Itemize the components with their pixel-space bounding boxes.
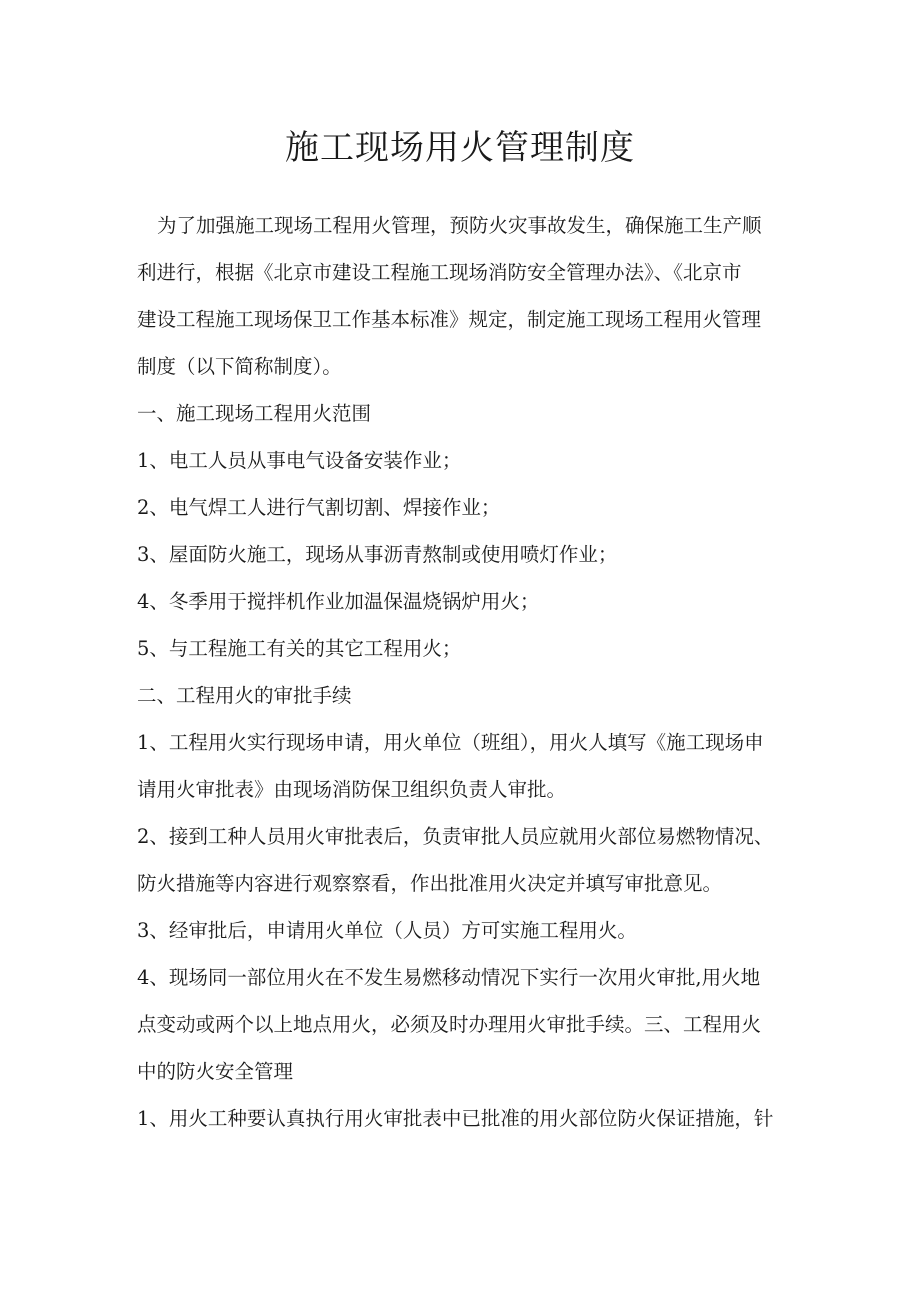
- paragraph-line: 利进行，根据《北京市建设工程施工现场消防安全管理办法》、《北京市: [137, 261, 742, 284]
- list-item-continuation: 防火措施等内容进行观察察看，作出批准用火决定并填写审批意见。: [137, 872, 723, 895]
- list-item: 4、冬季用于搅拌机作业加温保温烧锅炉用火；: [137, 590, 540, 613]
- section-heading: 二、工程用火的审批手续: [137, 684, 352, 707]
- list-item: 3、屋面防火施工，现场从事沥青熬制或使用喷灯作业；: [137, 543, 618, 566]
- list-item: 1、工程用火实行现场申请，用火单位（班组），用火人填写《施工现场申: [137, 731, 764, 754]
- list-item: 1、用火工种要认真执行用火审批表中已批准的用火部位防火保证措施，针: [137, 1107, 774, 1130]
- list-item: 5、与工程施工有关的其它工程用火；: [137, 637, 462, 660]
- list-item-continuation: 点变动或两个以上地点用火，必须及时办理用火审批手续。三、工程用火: [137, 1013, 762, 1036]
- list-item-continuation: 请用火审批表》由现场消防保卫组织负责人审批。: [137, 778, 567, 801]
- list-item: 2、电气焊工人进行气割切割、焊接作业；: [137, 496, 501, 519]
- paragraph-line: 制度（以下简称制度）。: [137, 355, 342, 378]
- list-item: 1、电工人员从事电气设备安装作业；: [137, 449, 462, 472]
- paragraph-line: 为了加强施工现场工程用火管理，预防火灾事故发生，确保施工生产顺: [157, 214, 762, 237]
- document-title: 施工现场用火管理制度: [285, 128, 635, 168]
- list-item: 3、经审批后，申请用火单位（人员）方可实施工程用火。: [137, 919, 637, 942]
- list-item-continuation: 中的防火安全管理: [137, 1060, 294, 1083]
- section-heading: 一、施工现场工程用火范围: [137, 402, 372, 425]
- paragraph-line: 建设工程施工现场保卫工作基本标准》规定，制定施工现场工程用火管理: [137, 308, 762, 331]
- list-item: 4、现场同一部位用火在不发生易燃移动情况下实行一次用火审批,用火地: [137, 966, 761, 989]
- document-body: [137, 202, 797, 1142]
- list-item: 2、接到工种人员用火审批表后，负责审批人员应就用火部位易燃物情况、: [137, 825, 774, 848]
